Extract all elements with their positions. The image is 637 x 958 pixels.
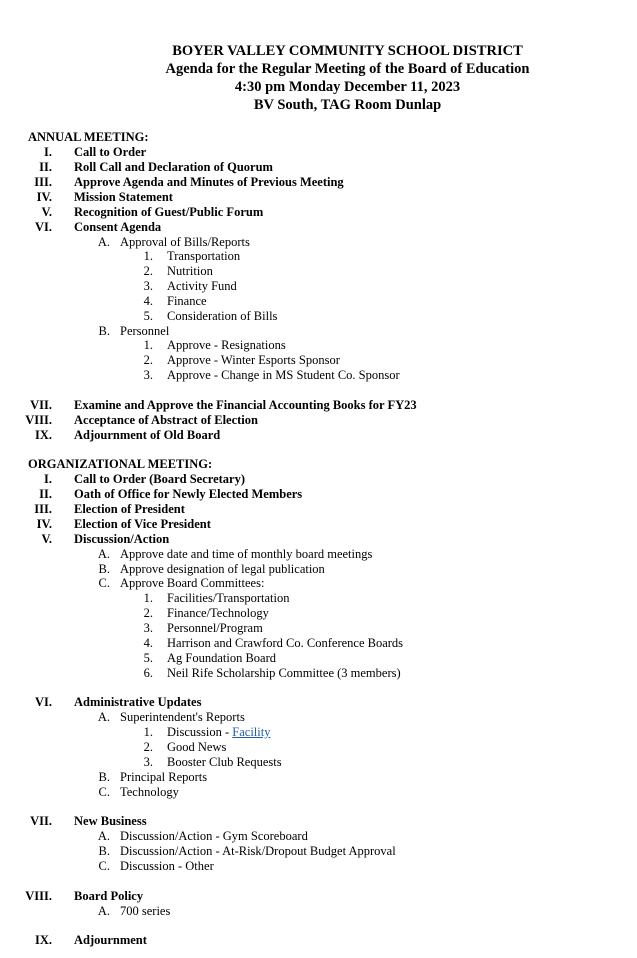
list-number: 2. (143, 740, 153, 754)
item-text: Discussion/Action (74, 532, 170, 546)
item-text: Election of Vice President (74, 517, 211, 531)
subitem-letter: B. (98, 844, 110, 858)
subitem-text: 700 series (120, 904, 171, 918)
subitem-text: Discussion/Action - Gym Scoreboard (120, 829, 308, 843)
list-text: Approve - Change in MS Student Co. Sponsor (167, 368, 400, 382)
list-text: Neil Rife Scholarship Committee (3 members) (167, 666, 401, 680)
list-number: 1. (143, 725, 153, 739)
item-number: VI. (34, 695, 52, 709)
item-text: Consent Agenda (74, 220, 162, 234)
item-number: I. (44, 472, 52, 486)
item-text: Board Policy (74, 889, 144, 903)
item-text: Oath of Office for Newly Elected Members (74, 487, 303, 501)
subitem-text: Approve designation of legal publication (120, 562, 325, 576)
item-text: Call to Order (74, 145, 147, 159)
list-number: 2. (143, 353, 153, 367)
list-text: Booster Club Requests (167, 755, 282, 769)
subitem-letter: A. (97, 547, 110, 561)
item-text: Approve Agenda and Minutes of Previous Meeting (74, 175, 344, 189)
agenda-header (0, 42, 637, 114)
subitem-letter: C. (98, 859, 110, 873)
item-number: IX. (34, 933, 52, 947)
list-text: Transportation (167, 249, 241, 263)
item-text: Administrative Updates (74, 695, 202, 709)
item-text: New Business (74, 814, 147, 828)
item-number: II. (39, 487, 52, 501)
item-number: VII. (30, 398, 52, 412)
item-number: III. (34, 175, 52, 189)
item-number: IX. (34, 428, 52, 442)
organizational-meeting-title: ORGANIZATIONAL MEETING: (28, 457, 213, 471)
list-number: 1. (143, 249, 153, 263)
item-number: V. (41, 205, 52, 219)
item-number: IV. (36, 517, 52, 531)
subitem-text: Personnel (120, 324, 170, 338)
subitem-text: Superintendent's Reports (120, 710, 245, 724)
item-number: V. (41, 532, 52, 546)
list-number: 5. (143, 309, 153, 323)
list-number: 4. (143, 636, 153, 650)
meeting-location: BV South, TAG Room Dunlap (253, 97, 442, 113)
list-text: Good News (167, 740, 227, 754)
list-number: 1. (143, 591, 153, 605)
list-text: Activity Fund (167, 279, 237, 293)
facility-link[interactable]: Facility (232, 725, 271, 739)
item-text: Roll Call and Declaration of Quorum (74, 160, 273, 174)
item-number: I. (44, 145, 52, 159)
district-name: BOYER VALLEY COMMUNITY SCHOOL DISTRICT (172, 43, 523, 59)
subitem-letter: A. (97, 710, 110, 724)
subitem-letter: B. (98, 324, 110, 338)
item-text: Recognition of Guest/Public Forum (74, 205, 264, 219)
item-number: II. (39, 160, 52, 174)
item-text: Mission Statement (74, 190, 173, 204)
list-number: 5. (143, 651, 153, 665)
subitem-text: Technology (120, 785, 179, 799)
subitem-text: Discussion/Action - At-Risk/Dropout Budget Approval (120, 844, 396, 858)
list-number: 3. (143, 279, 153, 293)
list-text: Finance (167, 294, 207, 308)
list-number: 2. (143, 264, 153, 278)
item-text: Adjournment (74, 933, 147, 947)
item-number: III. (34, 502, 52, 516)
item-text: Call to Order (Board Secretary) (74, 472, 246, 486)
subitem-letter: C. (98, 576, 110, 590)
list-number: 3. (143, 368, 153, 382)
list-number: 3. (143, 621, 153, 635)
item-text: Examine and Approve the Financial Accounting Books for FY23 (74, 398, 417, 412)
subitem-text: Approve Board Committees: (120, 576, 265, 590)
list-text: Harrison and Crawford Co. Conference Boards (167, 636, 404, 650)
item-text: Election of President (74, 502, 185, 516)
list-text: Approve - Winter Esports Sponsor (167, 353, 340, 367)
subitem-text: Principal Reports (120, 770, 208, 784)
list-number: 4. (143, 294, 153, 308)
subitem-letter: A. (97, 235, 110, 249)
list-number: 1. (143, 338, 153, 352)
list-text: Consideration of Bills (167, 309, 278, 323)
item-number: VIII. (25, 889, 52, 903)
meeting-datetime: 4:30 pm Monday December 11, 2023 (234, 79, 461, 95)
subitem-letter: C. (98, 785, 110, 799)
list-number: 6. (143, 666, 153, 680)
subitem-text: Approval of Bills/Reports (120, 235, 250, 249)
list-text (167, 725, 270, 740)
subitem-letter: B. (98, 562, 110, 576)
list-text: Ag Foundation Board (167, 651, 277, 665)
list-number: 3. (143, 755, 153, 769)
list-text: Finance/Technology (167, 606, 269, 620)
subitem-text: Discussion - Other (120, 859, 214, 873)
list-text: Personnel/Program (167, 621, 263, 635)
item-text: Acceptance of Abstract of Election (74, 413, 258, 427)
subitem-text: Approve date and time of monthly board meetings (120, 547, 373, 561)
item-text: Adjournment of Old Board (74, 428, 221, 442)
item-number: VII. (30, 814, 52, 828)
list-text: Facilities/Transportation (167, 591, 290, 605)
item-number: IV. (36, 190, 52, 204)
agenda-title: Agenda for the Regular Meeting of the Board of Education (165, 61, 530, 77)
list-text: Nutrition (167, 264, 213, 278)
subitem-letter: B. (98, 770, 110, 784)
list-number: 2. (143, 606, 153, 620)
discussion-prefix: Discussion - (167, 725, 233, 739)
list-text: Approve - Resignations (167, 338, 286, 352)
item-number: VI. (34, 220, 52, 234)
item-number: VIII. (25, 413, 52, 427)
subitem-letter: A. (97, 904, 110, 918)
subitem-letter: A. (97, 829, 110, 843)
annual-meeting-title: ANNUAL MEETING: (28, 130, 149, 144)
